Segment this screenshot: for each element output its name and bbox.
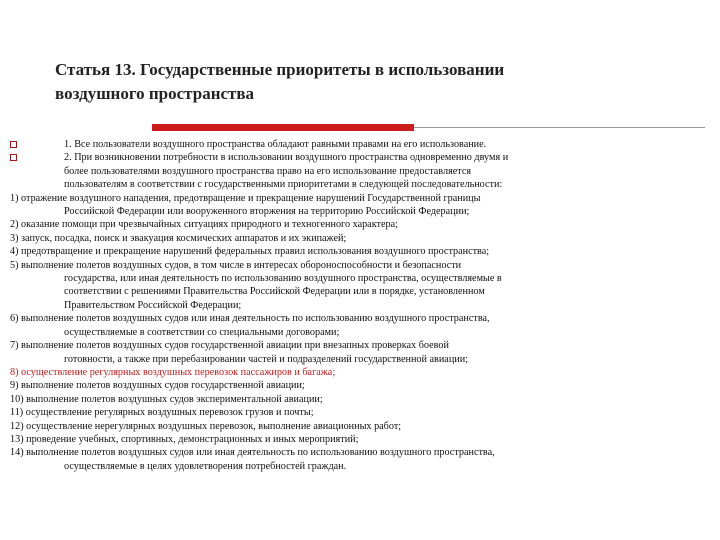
priority-item-text: 1) отражение воздушного нападения, предотвращение и прекращение нарушений Государственной границы xyxy=(10,192,481,204)
bullet-2-line: 2. При возникновении потребности в использовании воздушного пространства одновременно двумя и xyxy=(64,152,509,164)
priority-item-7 xyxy=(10,339,712,366)
bullet-paragraph-2 xyxy=(10,151,712,191)
priority-item-text: осуществляемые в соответствии со специальными договорами; xyxy=(64,326,340,338)
priority-item-6 xyxy=(10,312,712,339)
priority-item-11 xyxy=(10,406,712,419)
priority-item-text: 5) выполнение полетов воздушных судов, в том числе в интересах обороноспособности и безопасности xyxy=(10,259,462,271)
priority-item-14 xyxy=(10,446,712,473)
priority-item-text: Правительством Российской Федерации; xyxy=(64,299,242,311)
title-line-2: воздушного пространства xyxy=(55,84,255,103)
priority-item-text: 2) оказание помощи при чрезвычайных ситуациях природного и техногенного характера; xyxy=(10,219,398,231)
bullet-paragraph-1 xyxy=(10,138,712,151)
title-accent-bar xyxy=(152,124,414,131)
priority-item-1 xyxy=(10,192,712,219)
priority-item-text: 12) осуществление нерегулярных воздушных перевозок, выполнение авиационных работ; xyxy=(10,420,402,432)
priority-item-text: готовности, а также при перебазировании частей и подразделений государственной авиации; xyxy=(64,353,469,365)
priority-item-text: 13) проведение учебных, спортивных, демонстрационных и иных мероприятий; xyxy=(10,433,359,445)
bullet-2-line: более пользователями воздушного пространства право на его использование предоставляется xyxy=(64,165,472,177)
priority-item-4 xyxy=(10,245,712,258)
priority-item-text: 7) выполнение полетов воздушных судов государственной авиации при внезапных проверках боевой xyxy=(10,340,449,352)
priority-item-10 xyxy=(10,393,712,406)
priority-item-12 xyxy=(10,420,712,433)
priority-item-text: 11) осуществление регулярных воздушных перевозок грузов и почты; xyxy=(10,407,314,419)
priority-item-text: Российской Федерации или вооруженного вторжения на территорию Российской Федерации; xyxy=(64,206,470,218)
page-title xyxy=(55,58,655,106)
priority-item-text: 9) выполнение полетов воздушных судов государственной авиации; xyxy=(10,380,305,392)
priority-item-text: 10) выполнение полетов воздушных судов экспериментальной авиации; xyxy=(10,393,323,405)
priority-item-9 xyxy=(10,379,712,392)
priority-item-text: осуществляемые в целях удовлетворения потребностей граждан. xyxy=(64,460,347,472)
priority-item-5 xyxy=(10,259,712,313)
priority-item-text: 3) запуск, посадка, поиск и эвакуация космических аппаратов и их экипажей; xyxy=(10,232,347,244)
priority-item-text: 8) осуществление регулярных воздушных перевозок пассажиров и багажа; xyxy=(10,366,336,378)
priority-item-text: 4) предотвращение и прекращение нарушений федеральных правил использования воздушного пространства; xyxy=(10,246,490,258)
priority-item-text: 6) выполнение полетов воздушных судов или иная деятельность по использованию воздушного пространства, xyxy=(10,313,490,325)
priority-item-text: соответствии с решениями Правительства Российской Федерации или в порядке, установленном xyxy=(64,286,485,298)
priority-item-3 xyxy=(10,232,712,245)
title-line-1: Статья 13. Государственные приоритеты в использовании xyxy=(55,60,505,79)
square-bullet-icon xyxy=(10,154,17,161)
priority-item-text: государства, или иная деятельность по использованию воздушного пространства, осуществляемые в xyxy=(64,273,502,285)
priority-item-2 xyxy=(10,218,712,231)
priority-item-13 xyxy=(10,433,712,446)
article-body xyxy=(10,138,712,473)
priority-item-8-highlighted xyxy=(10,366,712,379)
bullet-2-line: пользователям в соответствии с государственными приоритетами в следующей последовательности: xyxy=(64,179,503,191)
bullet-1-line: 1. Все пользователи воздушного пространства обладают равными правами на его использование. xyxy=(64,139,487,150)
square-bullet-icon xyxy=(10,141,17,148)
title-divider-line xyxy=(414,127,705,128)
priority-item-text: 14) выполнение полетов воздушных судов или иная деятельность по использованию воздушного пространства, xyxy=(10,447,495,459)
